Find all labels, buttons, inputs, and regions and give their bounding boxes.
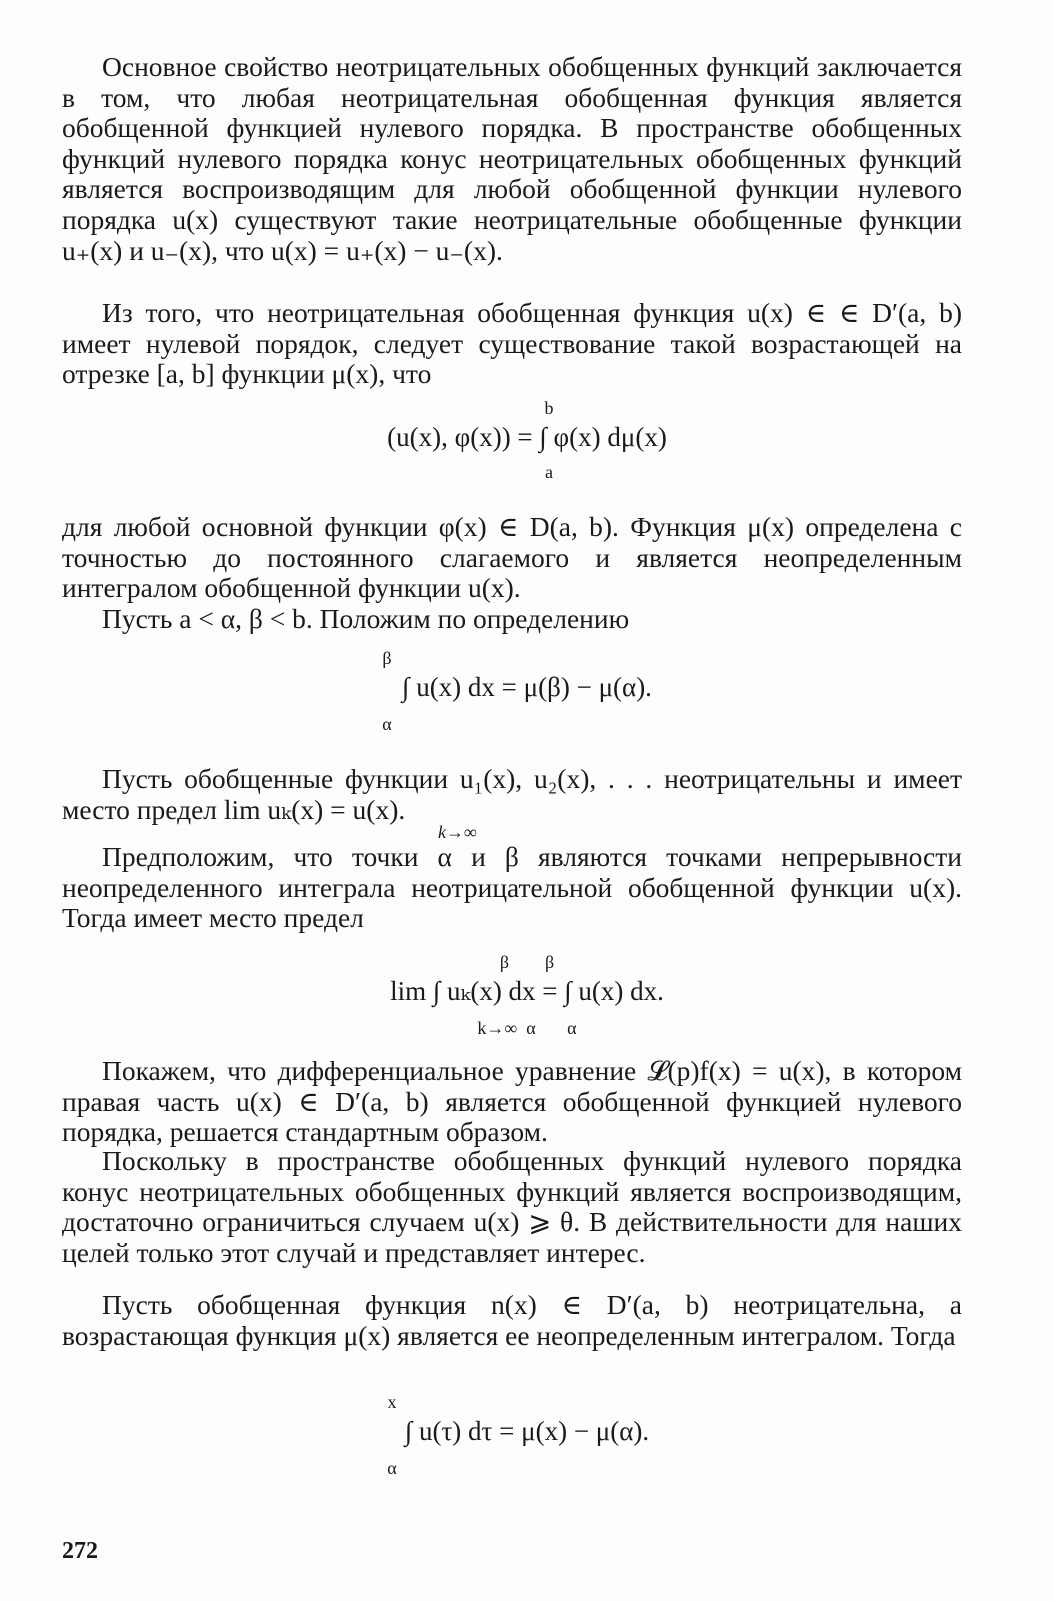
formula-4 [0, 1392, 1054, 1484]
page-number: 272 [62, 1538, 98, 1564]
limit-subscript: k→∞ [438, 822, 477, 842]
paragraph-1: Основное свойство неотрицательных обобщенных функций заключается в том, что любая неотрицательная обобщенная функция является обобщенной функцией нулевого порядка. В пространстве обобщенных функций нулевого порядка конус неотрицательных обобщенных функций является воспроизводящим для любой обобщенной функции нулевого порядка u(x) существуют такие неотрицательные обобщенные функции u₊(x) и u₋(x), что u(x) = u₊(x) − u₋(x). [62, 51, 962, 266]
paragraph-3: для любой основной функции φ(x) ∈ D(a, b). Функция μ(x) определена с точностью до постоянного слагаемого и является неопределенным интегралом обобщенной функции u(x). [62, 511, 962, 604]
formula-4-body: ∫ u(τ) dτ = μ(x) − μ(α). [404, 1416, 650, 1446]
formula-2-lower-limit: α [382, 714, 392, 734]
formula-2-body: ∫ u(x) dx = μ(β) − μ(α). [402, 672, 652, 702]
paragraph-2: Из того, что неотрицательная обобщенная функция u(x) ∈ ∈ D′(a, b) имеет нулевой порядок, следует существование такой возрастающей на отрезке [a, b] функции μ(x), что [62, 297, 962, 390]
paragraph-5: Пусть обобщенные функции u₁(x), u₂(x), . . . неотрицательны и имеет место предел lim uₖ(x) = u(x). [62, 763, 962, 825]
formula-3-upper-limits: β β [499, 952, 555, 972]
formula-1 [0, 398, 1054, 490]
formula-3-body: lim ∫ uₖ(x) dx = ∫ u(x) dx. [390, 976, 664, 1006]
paragraph-4: Пусть a < α, β < b. Положим по определению [102, 603, 630, 634]
paragraph-8: Поскольку в пространстве обобщенных функций нулевого порядка конус неотрицательных обобщенных функций является воспроизводящим, достаточно ограничиться случаем u(x) ⩾ θ. В действительности для наших целей только этот случай и представляет интерес. [62, 1145, 962, 1268]
formula-1-body: (u(x), φ(x)) = ∫ φ(x) dμ(x) [387, 422, 667, 452]
formula-2 [0, 648, 1054, 740]
formula-4-upper-limit: x [387, 1392, 397, 1412]
formula-1-lower-limit: a [545, 462, 553, 482]
paragraph-6: Предположим, что точки α и β являются точками непрерывности неопределенного интеграла неотрицательной обобщенной функции u(x). Тогда имеет место предел [62, 841, 962, 934]
formula-3-lower-limits: k→∞ α α [477, 1018, 577, 1038]
formula-3 [0, 952, 1054, 1044]
formula-1-upper-limit: b [544, 398, 554, 418]
paragraph-9: Пусть обобщенная функция n(x) ∈ D′(a, b) неотрицательна, а возрастающая функция μ(x) является ее неопределенным интегралом. Тогда [62, 1289, 962, 1351]
formula-2-upper-limit: β [382, 648, 392, 668]
formula-4-lower-limit: α [387, 1458, 397, 1478]
paragraph-7: Покажем, что дифференциальное уравнение 𝓛(p)f(x) = u(x), в котором правая часть u(x) ∈ D′(a, b) является обобщенной функцией нулевого порядка, решается стандартным образом. [62, 1055, 962, 1148]
